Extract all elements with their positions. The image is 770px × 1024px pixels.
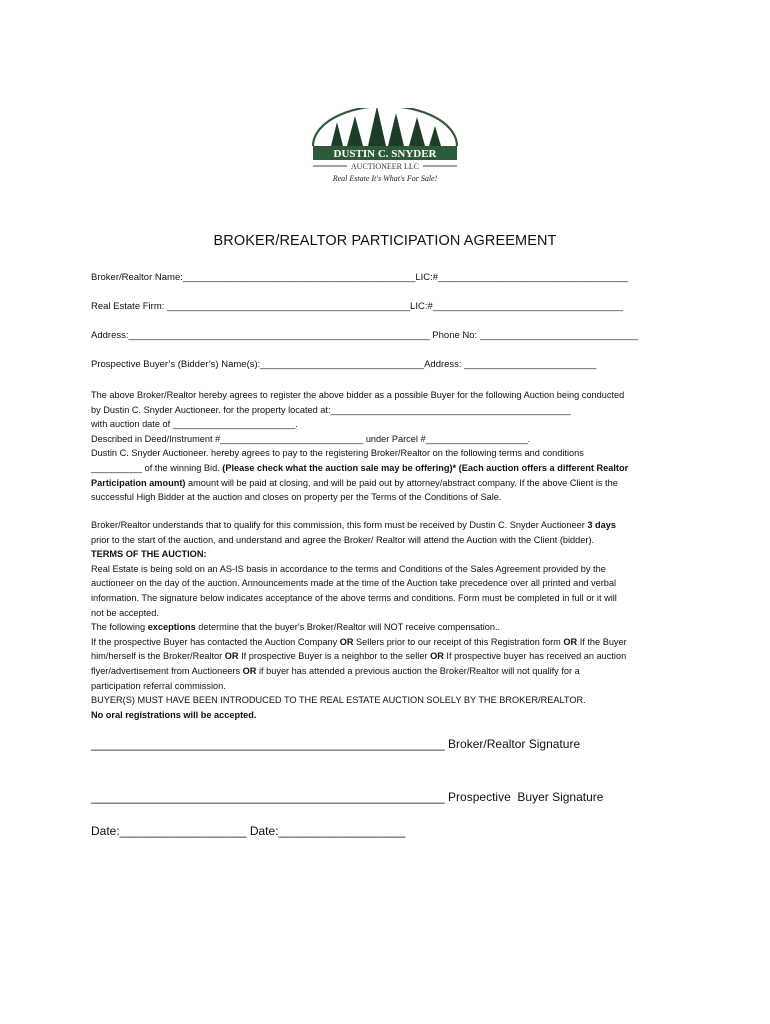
date-lines[interactable]: Date:___________________ Date:___________________ xyxy=(91,824,406,838)
text-line xyxy=(91,518,691,533)
bold-text: exceptions xyxy=(147,622,196,633)
pine-trees-icon xyxy=(331,108,441,148)
agreement-paragraph xyxy=(91,388,691,505)
terms-paragraph xyxy=(91,518,691,722)
text-line: participation referral commission. xyxy=(91,680,226,691)
text-segment: If the prospective Buyer has contacted the Auction Company xyxy=(91,636,340,647)
bold-text: (Please check what the auction sale may be offering)* (Each auction offers a different Realtor xyxy=(222,462,629,473)
terms-heading: TERMS OF THE AUCTION: xyxy=(91,549,207,560)
text-line: The above Broker/Realtor hereby agrees to register the above bidder as a possible Buyer for the following Auction being conducted xyxy=(91,390,625,400)
text-line: with auction date of ________________________. xyxy=(91,419,298,430)
text-segment: flyer/advertisement from Auctioneers xyxy=(91,665,243,676)
company-logo xyxy=(305,108,465,188)
broker-name-field[interactable]: Broker/Realtor Name:____________________________________________LIC:#____________________________________ xyxy=(91,272,629,283)
text-segment: Sellers prior to our receipt of this Registration form xyxy=(353,636,564,647)
logo-subtitle: AUCTIONEER LLC xyxy=(350,162,420,171)
text-line: prior to the start of the auction, and understand and agree the Broker/ Realtor will attend the Auction with the Client (bidder). xyxy=(91,534,595,545)
text-segment: If the Buyer xyxy=(577,636,627,647)
text-line xyxy=(91,620,691,635)
logo-tagline: Real Estate It's What's For Sale! xyxy=(332,174,438,183)
text-line xyxy=(91,635,691,650)
or-text: OR xyxy=(563,636,578,647)
text-line: successful High Bidder at the auction and closes on property per the Terms of the Conditions of Sale. xyxy=(91,492,502,503)
text-segment: Broker/Realtor understands that to qualify for this commission, this form must be received by Dustin C. Snyder Auctioneer xyxy=(91,520,588,530)
text-segment: if buyer has attended a previous auction the Broker/Realtor will not qualify for a xyxy=(256,665,580,676)
text-line: by Dustin C. Snyder Auctioneer. for the property located at:_______________________________________________ xyxy=(91,404,571,415)
text-line: information. The signature below indicates acceptance of the above terms and conditions. Form must be completed in full or it will xyxy=(91,592,617,603)
document-title: BROKER/REALTOR PARTICIPATION AGREEMENT xyxy=(213,233,557,249)
text-segment: If prospective buyer has received an auction xyxy=(443,651,627,662)
bold-text: Participation amount) xyxy=(91,477,186,488)
text-line: BUYER(S) MUST HAVE BEEN INTRODUCED TO THE REAL ESTATE AUCTION SOLELY BY THE BROKER/REALTOR. xyxy=(91,695,586,706)
text-segment: determine that the buyer's Broker/Realtor will NOT receive compensation.. xyxy=(195,622,501,633)
text-line: auctioneer on the day of the auction. Announcements made at the time of the Auction take precedence over all printed and verbal xyxy=(91,578,617,589)
prospective-buyer-field[interactable]: Prospective Buyer’s (Bidder’s) Name(s):_______________________________Address: _________________________ xyxy=(91,359,597,370)
buyer-signature-line[interactable]: _____________________________________________________ Prospective Buyer Signature xyxy=(91,790,604,804)
or-text: OR xyxy=(430,651,444,662)
broker-signature-line[interactable]: _____________________________________________________ Broker/Realtor Signature xyxy=(91,737,581,751)
real-estate-firm-field[interactable]: Real Estate Firm: ______________________________________________LIC:#____________________________________ xyxy=(91,301,623,312)
text-line: No oral registrations will be accepted. xyxy=(91,709,257,720)
text-segment: amount will be paid at closing, and will be paid out by attorney/abstract company. If the above Client is the xyxy=(185,477,618,488)
text-segment: him/herself is the Broker/Realtor xyxy=(91,651,225,662)
text-segment: If prospective Buyer is a neighbor to the seller xyxy=(238,651,431,662)
logo-company-name: DUSTIN C. SNYDER xyxy=(333,148,437,160)
logo-graphic xyxy=(305,108,465,188)
text-segment: The following xyxy=(91,622,148,633)
or-text: OR xyxy=(224,651,239,662)
address-field[interactable]: Address:_________________________________________________________ Phone No: ______________________________ xyxy=(91,330,639,341)
text-segment: __________ of the winning Bid. xyxy=(91,462,223,473)
text-line xyxy=(91,649,691,664)
text-line: Described in Deed/Instrument #____________________________ under Parcel #____________________. xyxy=(91,433,531,444)
text-line xyxy=(91,461,691,476)
text-line xyxy=(91,664,691,679)
text-line: not be accepted. xyxy=(91,607,159,618)
or-text: OR xyxy=(242,665,257,676)
text-line xyxy=(91,476,691,491)
bold-text: 3 days xyxy=(587,520,616,530)
text-line: Dustin C. Snyder Auctioneer. hereby agrees to pay to the registering Broker/Realtor on the following terms and conditions xyxy=(91,448,584,459)
or-text: OR xyxy=(339,636,354,647)
text-line: Real Estate is being sold on an AS-IS basis in accordance to the terms and Conditions of the Sales Agreement provided by the xyxy=(91,563,606,574)
